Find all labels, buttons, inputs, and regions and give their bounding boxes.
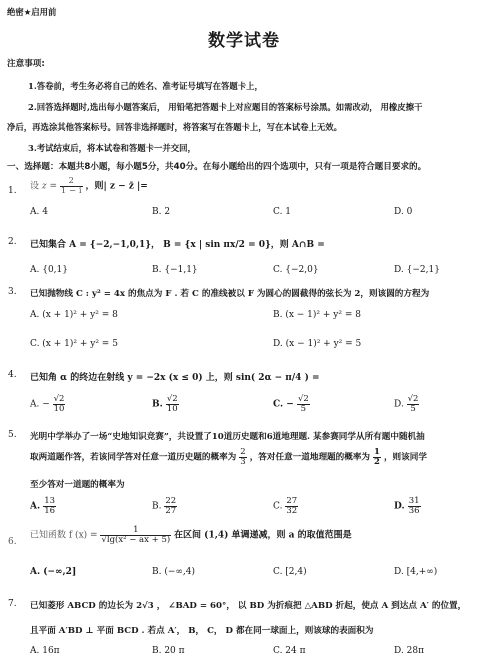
q5-option-a: A. $\frac{13}{16}$ (30, 496, 56, 516)
q1-option-d: D. 0 (394, 207, 413, 217)
q6-number: 6. (8, 537, 17, 547)
q6-option-d: D. [4,+∞) (394, 567, 438, 577)
q1-option-b: B. 2 (152, 207, 171, 217)
q5-option-c: C. $\frac{27}{32}$ (273, 496, 298, 516)
q5-line3: 至少答对一道题的概率为 (30, 480, 125, 490)
q5-line1: 光明中学举办了一场“史地知识竞赛”，共设置了10道历史题和6道地理题. 某参赛同学从所有题中随机抽 (30, 432, 425, 442)
q2-option-b: B. {−1,1} (152, 265, 198, 275)
q1-z: z = (41, 181, 58, 192)
q2-option-d: D. {−2,1} (394, 265, 440, 275)
q1-pre: 设 (30, 181, 40, 192)
q6-option-a: A. (−∞,2] (30, 567, 77, 577)
q7-option-c: C. 24 π (273, 646, 306, 656)
q7-option-d: D. 28π (394, 646, 424, 656)
note-2-line1: 2.回答选择题时,选出每小题答案后， 用铅笔把答题卡上对应题目的答案标号涂黑。如需改动， 用橡皮擦干 (28, 102, 423, 112)
q1-number: 1. (8, 186, 17, 196)
q3-option-c: C. (x + 1)² + y² = 5 (30, 339, 118, 349)
q3-number: 3. (8, 287, 17, 297)
q2-option-a: A. {0,1} (30, 265, 68, 275)
q6-option-b: B. (−∞,4) (152, 567, 195, 577)
q4-number: 4. (8, 370, 17, 380)
q3-option-a: A. (x + 1)² + y² = 8 (30, 310, 118, 320)
q6-option-c: C. [2,4) (273, 567, 307, 577)
q1-post: ，则| z − z̄ |= (85, 181, 148, 192)
q6-stem: 已知函数 f (x) = $\frac{1}{\text{√lg(x² − ax + 5)}}$ 在区间 (1,4) 单调递减，则 a 的取值范围是 (30, 525, 352, 545)
q5-line2: 取两道题作答，若该同学答对任意一道历史题的概率为 $\frac{2}{3}$ ，答对任意一道地理题的概率为 $\frac{1}{2}$ ，则该同学 (30, 447, 427, 467)
q4-stem: 已知角 α 的终边在射线 y = −2x (x ≤ 0) 上，则 sin( 2α − π/4 ) = (30, 373, 320, 383)
q7-line2: 且平面 A′BD ⊥ 平面 BCD . 若点 A′， B， C， D 都在同一球面上，则该球的表面积为 (30, 626, 374, 636)
q3-option-d: D. (x − 1)² + y² = 5 (273, 339, 362, 349)
q7-option-b: B. 20 π (152, 646, 185, 656)
q4-option-d: D. $\frac{√2}{5}$ (394, 394, 419, 414)
q3-option-b: B. (x − 1)² + y² = 8 (273, 310, 361, 320)
q2-option-c: C. {−2,0} (273, 265, 319, 275)
q5-option-b: B. $\frac{22}{27}$ (152, 496, 177, 516)
q1-stem (30, 177, 148, 195)
q4-option-a: A. − $\frac{√2}{10}$ (30, 394, 65, 414)
q1-fraction: $\frac{2}{1 - i}$ (60, 176, 82, 196)
notes-heading: 注意事项: (7, 59, 45, 69)
q3-stem: 已知抛物线 C : y² = 4x 的焦点为 F . 若 C 的准线被以 F 为圆心的圆截得的弦长为 2，则该圆的方程为 (30, 289, 430, 299)
q5-option-d: D. $\frac{31}{36}$ (394, 496, 420, 516)
q5-number: 5. (8, 430, 17, 440)
note-1: 1.答卷前，考生务必将自己的姓名、准考证号填写在答题卡上， (28, 81, 263, 91)
confidential-label: 绝密★启用前 (7, 7, 57, 17)
q1-option-c: C. 1 (273, 207, 292, 217)
page-title: 数学试卷 (208, 31, 280, 51)
q7-line1: 已知菱形 ABCD 的边长为 2√3 ， ∠BAD = 60°， 以 BD 为折痕把 △ABD 折起，使点 A 到达点 A′ 的位置， (30, 601, 467, 611)
q4-option-b: B. $\frac{√2}{10}$ (152, 394, 178, 414)
q7-number: 7. (8, 599, 17, 609)
section-heading: 一、选择题：本题共8小题，每小题5分，共40分。在每小题给出的四个选项中，只有一项是符合题目要求的。 (7, 162, 427, 172)
note-2-line2: 净后，再选涂其他答案标号。回答非选择题时，将答案写在答题卡上，写在本试卷上无效。 (7, 122, 342, 132)
q2-number: 2. (8, 237, 17, 247)
note-3: 3.考试结束后，将本试卷和答题卡一并交回， (28, 143, 196, 153)
q1-option-a: A. 4 (30, 207, 48, 217)
q2-stem: 已知集合 A = {−2,−1,0,1}， B = {x | sin πx/2 = 0}，则 A∩B = (30, 240, 325, 250)
q7-option-a: A. 16π (30, 646, 60, 656)
q4-option-c: C. − $\frac{√2}{5}$ (273, 394, 309, 414)
